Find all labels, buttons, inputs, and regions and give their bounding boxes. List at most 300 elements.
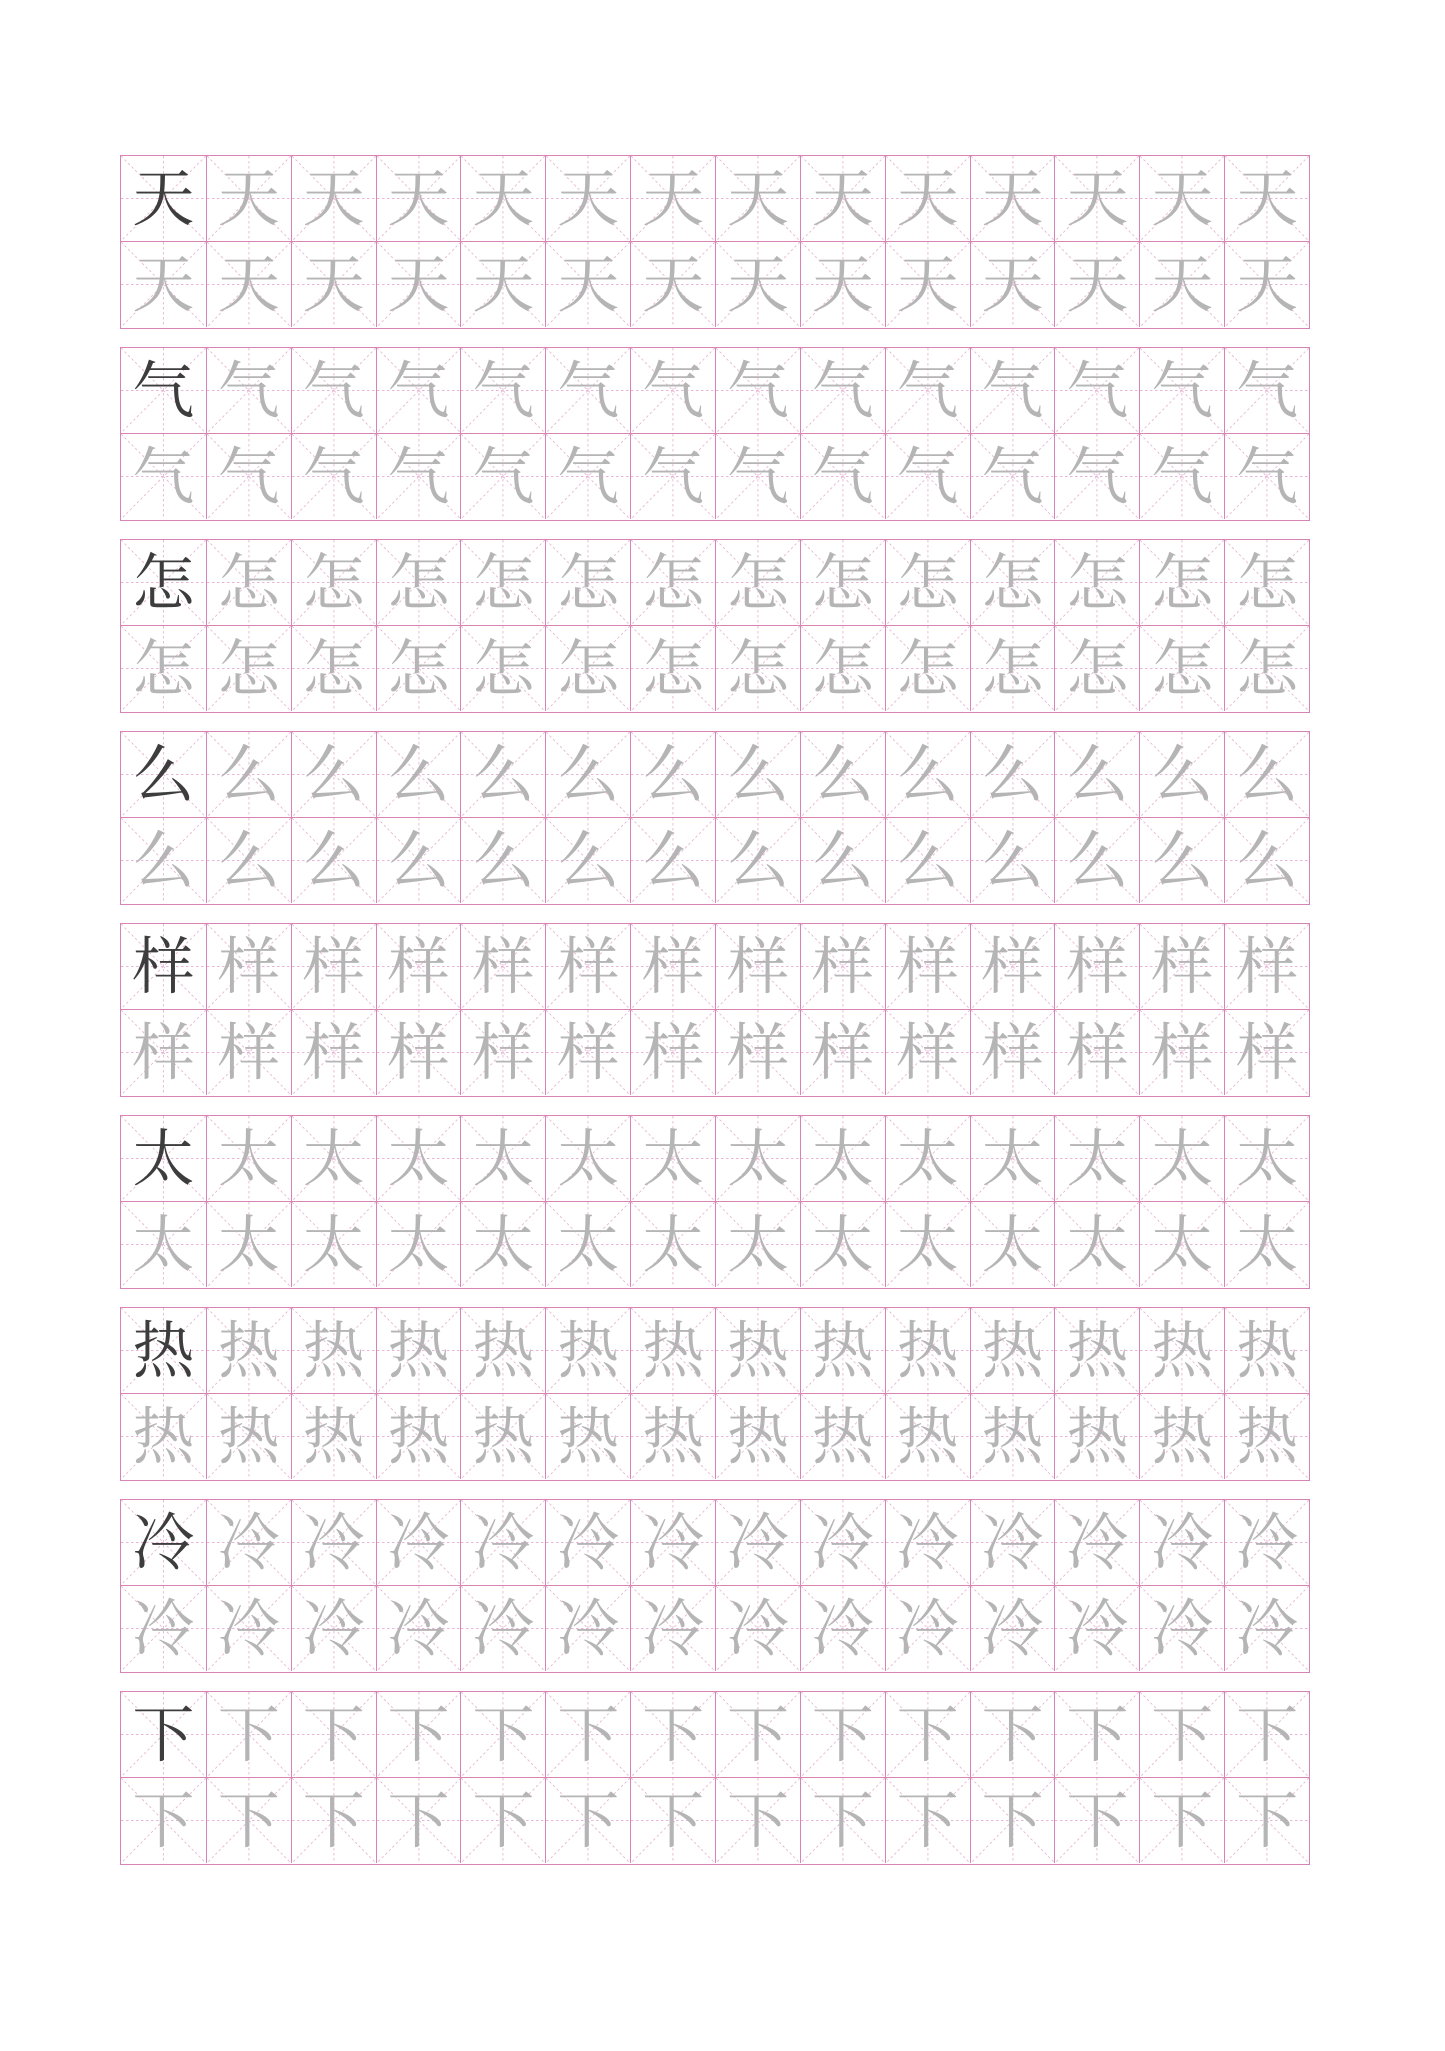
trace-character: 怎 [981,631,1044,705]
practice-cell [291,242,376,327]
trace-character: 样 [472,1015,535,1089]
practice-row [121,817,1309,903]
trace-character: 么 [387,737,450,811]
practice-row [121,241,1309,327]
practice-cell [206,242,291,327]
trace-character: 太 [1066,1207,1129,1281]
trace-character: 冷 [1236,1505,1299,1579]
trace-character: 怎 [981,545,1044,619]
practice-cell [1054,1394,1139,1479]
practice-cell [376,626,461,711]
practice-cell [715,242,800,327]
trace-character: 气 [217,439,280,513]
practice-cell [800,1202,885,1287]
trace-character: 样 [981,1015,1044,1089]
trace-character: 气 [896,439,959,513]
trace-character: 太 [811,1121,874,1195]
practice-cell [460,924,545,1009]
practice-cell [630,348,715,433]
trace-character: 冷 [1236,1591,1299,1665]
trace-character: 样 [896,1015,959,1089]
practice-sheet [120,155,1310,1883]
trace-character: 气 [1151,439,1214,513]
practice-cell [121,732,206,817]
trace-character: 冷 [557,1505,620,1579]
practice-cell [376,156,461,241]
practice-cell [1139,1778,1224,1863]
trace-character: 么 [1066,823,1129,897]
practice-cell [970,242,1055,327]
practice-cell [630,1500,715,1585]
practice-cell [460,1586,545,1671]
trace-character: 下 [642,1783,705,1857]
practice-cell [1224,156,1309,241]
practice-cell [800,156,885,241]
trace-character: 热 [981,1313,1044,1387]
trace-character: 怎 [302,545,365,619]
trace-character: 太 [132,1207,195,1281]
trace-character: 么 [132,823,195,897]
trace-character: 太 [726,1207,789,1281]
trace-character: 天 [642,247,705,321]
trace-character: 热 [302,1399,365,1473]
trace-character: 么 [642,737,705,811]
trace-character: 热 [1151,1399,1214,1473]
practice-cell [630,1586,715,1671]
trace-character: 热 [981,1399,1044,1473]
practice-cell [630,1202,715,1287]
practice-cell [1139,348,1224,433]
practice-cell [460,818,545,903]
practice-cell [885,434,970,519]
trace-character: 太 [1236,1121,1299,1195]
trace-character: 冷 [811,1591,874,1665]
practice-cell [1139,924,1224,1009]
practice-cell [206,156,291,241]
practice-cell [206,818,291,903]
trace-character: 太 [896,1207,959,1281]
trace-character: 样 [1151,929,1214,1003]
practice-cell [376,1010,461,1095]
trace-character: 么 [217,737,280,811]
trace-character: 样 [387,929,450,1003]
practice-cell [545,540,630,625]
trace-character: 天 [387,161,450,235]
practice-cell [1139,1586,1224,1671]
practice-cell [1139,242,1224,327]
trace-character: 气 [1066,353,1129,427]
trace-character: 怎 [811,545,874,619]
practice-cell [800,242,885,327]
practice-cell [206,434,291,519]
practice-cell [715,732,800,817]
trace-character: 气 [1236,439,1299,513]
trace-character: 太 [811,1207,874,1281]
trace-character: 怎 [217,631,280,705]
practice-cell [1224,540,1309,625]
trace-character: 热 [557,1399,620,1473]
practice-cell [630,434,715,519]
trace-character: 样 [217,1015,280,1089]
trace-character: 天 [387,247,450,321]
trace-character: 下 [811,1697,874,1771]
practice-cell [1224,1010,1309,1095]
practice-cell [715,1308,800,1393]
trace-character: 下 [726,1697,789,1771]
trace-character: 冷 [387,1505,450,1579]
practice-cell [1054,732,1139,817]
model-character: 么 [132,737,195,811]
practice-cell [545,626,630,711]
trace-character: 热 [1236,1313,1299,1387]
practice-cell [800,626,885,711]
practice-cell [460,626,545,711]
trace-character: 热 [472,1313,535,1387]
practice-cell [1139,1394,1224,1479]
trace-character: 天 [1236,161,1299,235]
trace-character: 太 [387,1207,450,1281]
practice-cell [545,156,630,241]
practice-cell [206,1010,291,1095]
trace-character: 样 [1066,1015,1129,1089]
practice-cell [460,348,545,433]
practice-cell [800,1692,885,1777]
practice-cell [1054,1586,1139,1671]
trace-character: 热 [896,1313,959,1387]
practice-cell [800,1394,885,1479]
practice-cell [885,156,970,241]
trace-character: 冷 [726,1505,789,1579]
practice-cell [1224,1308,1309,1393]
character-block [120,731,1310,905]
practice-cell [885,626,970,711]
practice-cell [800,924,885,1009]
practice-cell [885,348,970,433]
trace-character: 天 [1066,247,1129,321]
model-character: 气 [132,353,195,427]
practice-cell [630,732,715,817]
trace-character: 下 [981,1783,1044,1857]
practice-cell [1139,540,1224,625]
practice-cell [206,924,291,1009]
trace-character: 下 [387,1697,450,1771]
practice-cell [1224,924,1309,1009]
practice-cell [630,1394,715,1479]
trace-character: 气 [387,353,450,427]
practice-cell [545,434,630,519]
practice-cell [1054,1778,1139,1863]
practice-cell [206,732,291,817]
practice-cell [545,1116,630,1201]
practice-cell [1054,1116,1139,1201]
trace-character: 怎 [302,631,365,705]
practice-cell [1139,1692,1224,1777]
practice-cell [1054,818,1139,903]
practice-cell [800,1586,885,1671]
model-character: 下 [132,1697,195,1771]
practice-cell [545,924,630,1009]
trace-character: 么 [557,823,620,897]
trace-character: 天 [302,161,365,235]
trace-character: 气 [811,439,874,513]
practice-row [121,540,1309,625]
practice-cell [545,1692,630,1777]
trace-character: 样 [726,929,789,1003]
practice-cell [1054,1308,1139,1393]
practice-cell [121,1202,206,1287]
trace-character: 热 [642,1313,705,1387]
trace-character: 热 [896,1399,959,1473]
practice-cell [1139,1308,1224,1393]
trace-character: 么 [726,737,789,811]
practice-cell [715,348,800,433]
trace-character: 冷 [896,1591,959,1665]
trace-character: 天 [642,161,705,235]
practice-cell [545,1202,630,1287]
trace-character: 怎 [387,545,450,619]
trace-character: 么 [642,823,705,897]
practice-cell [545,732,630,817]
practice-cell [1139,1202,1224,1287]
practice-cell [206,1778,291,1863]
practice-cell [1054,924,1139,1009]
practice-cell [970,818,1055,903]
practice-cell [291,1500,376,1585]
trace-character: 么 [1236,823,1299,897]
model-character: 样 [132,929,195,1003]
trace-character: 天 [981,161,1044,235]
practice-cell [545,1778,630,1863]
practice-cell [376,434,461,519]
trace-character: 天 [981,247,1044,321]
practice-cell [800,1308,885,1393]
practice-cell [715,1586,800,1671]
trace-character: 么 [811,737,874,811]
practice-cell [376,1308,461,1393]
trace-character: 下 [811,1783,874,1857]
trace-character: 下 [1236,1697,1299,1771]
character-block [120,923,1310,1097]
trace-character: 样 [217,929,280,1003]
trace-character: 冷 [642,1505,705,1579]
practice-cell [291,540,376,625]
practice-cell [376,1778,461,1863]
practice-cell [206,1116,291,1201]
trace-character: 么 [1151,823,1214,897]
trace-character: 天 [217,247,280,321]
trace-character: 下 [387,1783,450,1857]
trace-character: 冷 [302,1505,365,1579]
practice-cell [970,1692,1055,1777]
trace-character: 气 [472,353,535,427]
practice-cell [715,1010,800,1095]
trace-character: 太 [1151,1121,1214,1195]
trace-character: 太 [217,1207,280,1281]
trace-character: 气 [557,439,620,513]
trace-character: 样 [642,1015,705,1089]
practice-cell [121,1778,206,1863]
trace-character: 怎 [1151,545,1214,619]
practice-cell [460,1394,545,1479]
trace-character: 怎 [811,631,874,705]
trace-character: 怎 [217,545,280,619]
practice-cell [291,924,376,1009]
trace-character: 样 [472,929,535,1003]
trace-character: 么 [896,737,959,811]
trace-character: 下 [1066,1697,1129,1771]
practice-cell [1224,1394,1309,1479]
trace-character: 热 [726,1313,789,1387]
trace-character: 怎 [387,631,450,705]
practice-cell [291,348,376,433]
trace-character: 么 [557,737,620,811]
practice-cell [1054,1010,1139,1095]
trace-character: 天 [472,247,535,321]
practice-cell [206,1692,291,1777]
trace-character: 太 [1066,1121,1129,1195]
trace-character: 太 [472,1121,535,1195]
trace-character: 么 [1236,737,1299,811]
trace-character: 怎 [1066,545,1129,619]
practice-cell [630,626,715,711]
practice-cell [1224,242,1309,327]
practice-cell [715,156,800,241]
trace-character: 热 [811,1399,874,1473]
trace-character: 气 [811,353,874,427]
practice-cell [121,1308,206,1393]
practice-cell [291,1010,376,1095]
trace-character: 冷 [1066,1505,1129,1579]
practice-cell [715,434,800,519]
practice-cell [121,1586,206,1671]
practice-cell [885,1394,970,1479]
trace-character: 么 [896,823,959,897]
trace-character: 太 [1236,1207,1299,1281]
practice-row [121,924,1309,1009]
practice-cell [800,1500,885,1585]
practice-cell [630,1778,715,1863]
model-character: 冷 [132,1505,195,1579]
practice-cell [630,1010,715,1095]
trace-character: 太 [642,1207,705,1281]
practice-cell [121,626,206,711]
practice-cell [1139,156,1224,241]
practice-cell [1139,732,1224,817]
practice-cell [460,1500,545,1585]
practice-row [121,1116,1309,1201]
trace-character: 样 [302,1015,365,1089]
trace-character: 下 [557,1783,620,1857]
practice-cell [715,1778,800,1863]
trace-character: 怎 [472,545,535,619]
practice-cell [1224,732,1309,817]
trace-character: 下 [726,1783,789,1857]
trace-character: 热 [1236,1399,1299,1473]
trace-character: 样 [557,929,620,1003]
trace-character: 气 [642,439,705,513]
character-block [120,1499,1310,1673]
practice-cell [1224,1586,1309,1671]
trace-character: 冷 [1151,1505,1214,1579]
trace-character: 热 [1151,1313,1214,1387]
practice-cell [291,1202,376,1287]
practice-cell [970,1308,1055,1393]
practice-cell [1139,1500,1224,1585]
trace-character: 气 [302,439,365,513]
practice-cell [545,1586,630,1671]
trace-character: 气 [472,439,535,513]
practice-cell [800,1010,885,1095]
trace-character: 下 [132,1783,195,1857]
trace-character: 天 [811,161,874,235]
trace-character: 下 [557,1697,620,1771]
practice-cell [121,156,206,241]
trace-character: 冷 [472,1505,535,1579]
practice-cell [206,1500,291,1585]
practice-cell [1054,540,1139,625]
trace-character: 冷 [811,1505,874,1579]
practice-cell [1139,1116,1224,1201]
trace-character: 太 [981,1121,1044,1195]
trace-character: 么 [1066,737,1129,811]
trace-character: 热 [217,1313,280,1387]
character-block [120,1691,1310,1865]
trace-character: 下 [1066,1783,1129,1857]
practice-cell [121,818,206,903]
trace-character: 热 [387,1399,450,1473]
practice-cell [291,434,376,519]
trace-character: 太 [387,1121,450,1195]
practice-cell [885,1116,970,1201]
trace-character: 热 [642,1399,705,1473]
trace-character: 么 [811,823,874,897]
trace-character: 热 [302,1313,365,1387]
trace-character: 样 [302,929,365,1003]
practice-cell [291,1692,376,1777]
practice-cell [291,732,376,817]
trace-character: 样 [1066,929,1129,1003]
trace-character: 怎 [726,631,789,705]
practice-row [121,1201,1309,1287]
trace-character: 天 [1151,161,1214,235]
trace-character: 怎 [472,631,535,705]
trace-character: 气 [981,439,1044,513]
practice-cell [376,924,461,1009]
practice-cell [206,626,291,711]
practice-cell [545,1500,630,1585]
trace-character: 下 [302,1697,365,1771]
practice-cell [715,540,800,625]
trace-character: 冷 [896,1505,959,1579]
trace-character: 么 [302,737,365,811]
practice-cell [715,818,800,903]
trace-character: 热 [217,1399,280,1473]
practice-cell [460,1308,545,1393]
practice-cell [291,626,376,711]
practice-cell [885,1586,970,1671]
practice-cell [1224,818,1309,903]
practice-cell [970,1778,1055,1863]
practice-cell [1054,1692,1139,1777]
trace-character: 怎 [896,631,959,705]
trace-character: 么 [387,823,450,897]
trace-character: 么 [726,823,789,897]
practice-cell [460,540,545,625]
practice-cell [1224,434,1309,519]
trace-character: 冷 [472,1591,535,1665]
practice-cell [1054,1202,1139,1287]
practice-cell [1139,434,1224,519]
